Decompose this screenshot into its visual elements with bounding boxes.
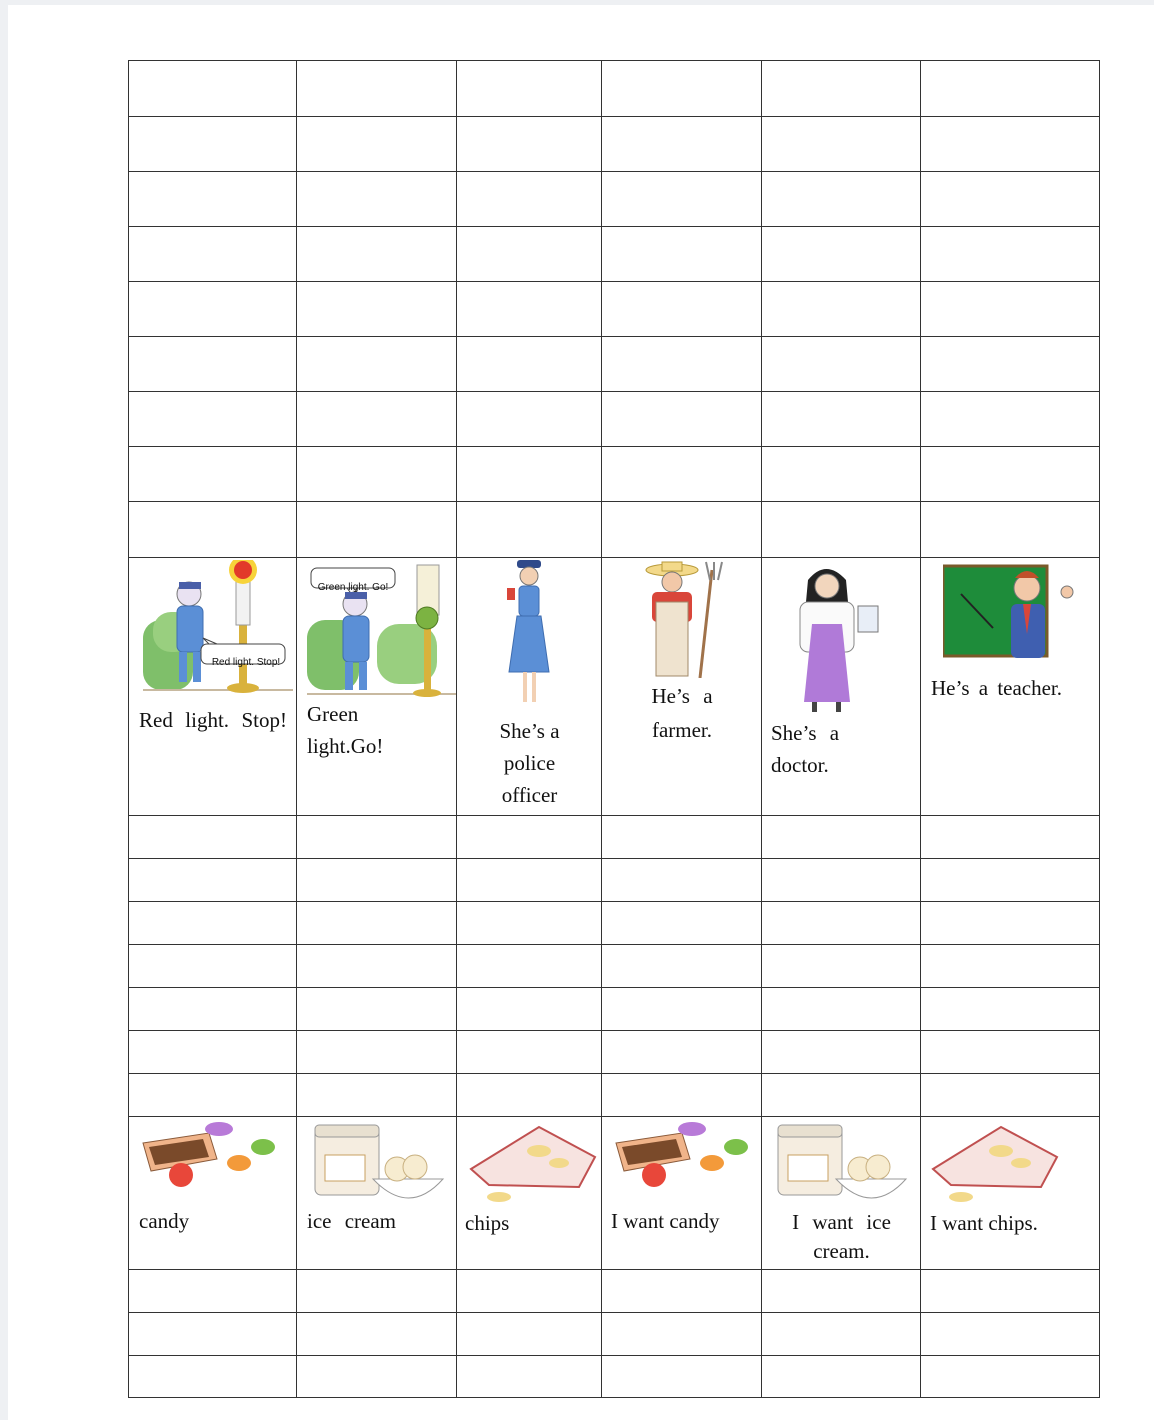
empty-cell[interactable] xyxy=(129,1270,297,1313)
empty-cell[interactable] xyxy=(602,1313,762,1356)
empty-cell[interactable] xyxy=(762,447,921,502)
chips-cell[interactable] xyxy=(457,1117,602,1270)
empty-cell[interactable] xyxy=(762,1313,921,1356)
empty-cell[interactable] xyxy=(297,1313,457,1356)
doctor-label-line-1: She’s a xyxy=(771,721,840,745)
empty-cell[interactable] xyxy=(457,1074,602,1117)
want-candy-label: I want candy xyxy=(611,1209,720,1233)
candy-label: candy xyxy=(139,1209,190,1233)
empty-cell[interactable] xyxy=(297,337,457,392)
want-chips-cell[interactable] xyxy=(921,1117,1100,1270)
teacher-illustration xyxy=(943,564,1087,670)
empty-cell[interactable] xyxy=(297,227,457,282)
farmer-illustration xyxy=(632,560,736,678)
empty-cell[interactable] xyxy=(602,859,762,902)
worksheet-grid xyxy=(128,60,1100,1398)
empty-cell[interactable] xyxy=(921,172,1100,227)
empty-cell[interactable] xyxy=(762,1356,921,1398)
empty-cell[interactable] xyxy=(129,117,297,172)
empty-cell[interactable] xyxy=(297,816,457,859)
empty-cell[interactable] xyxy=(129,1313,297,1356)
empty-cell[interactable] xyxy=(762,117,921,172)
empty-cell[interactable] xyxy=(602,282,762,337)
police-officer-illustration xyxy=(501,560,557,710)
empty-cell[interactable] xyxy=(921,337,1100,392)
worksheet xyxy=(128,60,1099,1395)
empty-row xyxy=(129,1074,1100,1117)
empty-cell[interactable] xyxy=(129,1074,297,1117)
empty-cell[interactable] xyxy=(762,945,921,988)
empty-cell[interactable] xyxy=(129,61,297,117)
doctor-cell[interactable] xyxy=(762,558,921,816)
empty-cell[interactable] xyxy=(457,282,602,337)
farmer-label-line-1: He’s a xyxy=(651,684,713,708)
empty-row xyxy=(129,1313,1100,1356)
red-light-cell[interactable] xyxy=(129,558,297,816)
candy-illustration xyxy=(139,1119,291,1189)
empty-cell[interactable] xyxy=(457,1313,602,1356)
teacher-cell[interactable] xyxy=(921,558,1100,816)
empty-cell[interactable] xyxy=(297,447,457,502)
empty-cell[interactable] xyxy=(602,1074,762,1117)
empty-cell[interactable] xyxy=(129,502,297,558)
empty-cell[interactable] xyxy=(457,945,602,988)
empty-cell[interactable] xyxy=(602,1031,762,1074)
empty-cell[interactable] xyxy=(457,172,602,227)
empty-cell[interactable] xyxy=(762,392,921,447)
empty-cell[interactable] xyxy=(297,1031,457,1074)
empty-row xyxy=(129,902,1100,945)
empty-cell[interactable] xyxy=(297,902,457,945)
green-light-speech-bubble: Green light. Go! xyxy=(317,582,389,593)
empty-row xyxy=(129,337,1100,392)
empty-cell[interactable] xyxy=(602,392,762,447)
empty-cell[interactable] xyxy=(457,1356,602,1398)
empty-cell[interactable] xyxy=(762,988,921,1031)
empty-cell[interactable] xyxy=(762,1270,921,1313)
empty-cell[interactable] xyxy=(129,945,297,988)
police-officer-label-line-1: She’s a xyxy=(499,719,560,743)
empty-cell[interactable] xyxy=(762,227,921,282)
red-light-speech-bubble: Red light. Stop! xyxy=(211,657,281,668)
food-picture-row xyxy=(129,1117,1100,1270)
police-officer-label-line-2: police xyxy=(503,751,556,775)
empty-cell[interactable] xyxy=(297,172,457,227)
empty-row xyxy=(129,1031,1100,1074)
empty-cell[interactable] xyxy=(921,1031,1100,1074)
empty-row xyxy=(129,61,1100,117)
police-officer-label-line-3: officer xyxy=(501,783,558,807)
green-light-label: Green light.Go! xyxy=(307,702,384,758)
empty-cell[interactable] xyxy=(602,117,762,172)
empty-cell[interactable] xyxy=(602,502,762,558)
empty-cell[interactable] xyxy=(129,227,297,282)
ice-cream-label: ice cream xyxy=(307,1209,397,1233)
farmer-cell[interactable] xyxy=(602,558,762,816)
red-light-label: Red light. Stop! xyxy=(139,708,287,732)
empty-cell[interactable] xyxy=(762,859,921,902)
empty-cell[interactable] xyxy=(297,392,457,447)
empty-cell[interactable] xyxy=(129,172,297,227)
empty-cell[interactable] xyxy=(921,902,1100,945)
empty-cell[interactable] xyxy=(297,859,457,902)
empty-cell[interactable] xyxy=(921,945,1100,988)
empty-cell[interactable] xyxy=(762,816,921,859)
empty-cell[interactable] xyxy=(762,1074,921,1117)
empty-cell[interactable] xyxy=(602,447,762,502)
empty-cell[interactable] xyxy=(129,988,297,1031)
empty-cell[interactable] xyxy=(921,859,1100,902)
ice-cream-illustration xyxy=(311,1121,451,1205)
jobs-picture-row xyxy=(129,558,1100,816)
empty-cell[interactable] xyxy=(921,1074,1100,1117)
want-chips-label: I want chips. xyxy=(930,1211,1038,1235)
empty-cell[interactable] xyxy=(129,902,297,945)
empty-row xyxy=(129,172,1100,227)
empty-cell[interactable] xyxy=(297,1356,457,1398)
empty-row xyxy=(129,392,1100,447)
empty-cell[interactable] xyxy=(129,1031,297,1074)
empty-cell[interactable] xyxy=(921,988,1100,1031)
empty-cell[interactable] xyxy=(457,117,602,172)
empty-cell[interactable] xyxy=(297,502,457,558)
empty-cell[interactable] xyxy=(762,61,921,117)
empty-cell[interactable] xyxy=(129,392,297,447)
empty-cell[interactable] xyxy=(457,816,602,859)
empty-cell[interactable] xyxy=(921,61,1100,117)
empty-row xyxy=(129,859,1100,902)
empty-cell[interactable] xyxy=(457,988,602,1031)
ice-cream-illustration-2 xyxy=(774,1121,914,1205)
empty-cell[interactable] xyxy=(602,61,762,117)
empty-cell[interactable] xyxy=(602,945,762,988)
want-ice-cream-cell[interactable] xyxy=(762,1117,921,1270)
empty-cell[interactable] xyxy=(921,282,1100,337)
empty-cell[interactable] xyxy=(457,61,602,117)
empty-cell[interactable] xyxy=(921,392,1100,447)
empty-cell[interactable] xyxy=(129,859,297,902)
empty-cell[interactable] xyxy=(921,816,1100,859)
teacher-label: He’s a teacher. xyxy=(931,676,1063,700)
empty-cell[interactable] xyxy=(602,1356,762,1398)
ice-cream-cell[interactable] xyxy=(297,1117,457,1270)
empty-cell[interactable] xyxy=(762,902,921,945)
police-officer-cell[interactable] xyxy=(457,558,602,816)
empty-cell[interactable] xyxy=(457,392,602,447)
empty-cell[interactable] xyxy=(921,1356,1100,1398)
candy-illustration-2 xyxy=(612,1119,762,1189)
empty-cell[interactable] xyxy=(457,1031,602,1074)
empty-cell[interactable] xyxy=(762,282,921,337)
empty-cell[interactable] xyxy=(297,61,457,117)
empty-cell[interactable] xyxy=(602,172,762,227)
empty-cell[interactable] xyxy=(129,1356,297,1398)
empty-row xyxy=(129,1270,1100,1313)
empty-row xyxy=(129,227,1100,282)
empty-cell[interactable] xyxy=(762,337,921,392)
empty-cell[interactable] xyxy=(921,1270,1100,1313)
empty-cell[interactable] xyxy=(457,447,602,502)
empty-cell[interactable] xyxy=(602,816,762,859)
chips-illustration xyxy=(469,1123,599,1207)
empty-row xyxy=(129,1356,1100,1398)
empty-cell[interactable] xyxy=(297,988,457,1031)
empty-row xyxy=(129,945,1100,988)
empty-row xyxy=(129,447,1100,502)
empty-cell[interactable] xyxy=(762,1031,921,1074)
empty-cell[interactable] xyxy=(129,816,297,859)
chips-illustration-2 xyxy=(931,1123,1061,1207)
empty-cell[interactable] xyxy=(457,227,602,282)
empty-row xyxy=(129,117,1100,172)
empty-cell[interactable] xyxy=(297,282,457,337)
empty-cell[interactable] xyxy=(457,337,602,392)
empty-cell[interactable] xyxy=(457,502,602,558)
empty-cell[interactable] xyxy=(297,117,457,172)
doctor-label-line-2: doctor. xyxy=(771,753,829,777)
candy-cell[interactable] xyxy=(129,1117,297,1270)
want-ice-cream-label-line-2: cream. xyxy=(813,1239,870,1263)
empty-cell[interactable] xyxy=(762,502,921,558)
empty-cell[interactable] xyxy=(129,282,297,337)
doctor-illustration xyxy=(778,562,888,714)
page-left-edge xyxy=(0,0,8,1420)
chips-label: chips xyxy=(465,1211,510,1235)
empty-cell[interactable] xyxy=(297,1270,457,1313)
empty-cell[interactable] xyxy=(762,172,921,227)
empty-cell[interactable] xyxy=(129,337,297,392)
empty-cell[interactable] xyxy=(602,337,762,392)
empty-cell[interactable] xyxy=(297,1074,457,1117)
want-candy-cell[interactable] xyxy=(602,1117,762,1270)
page-top-edge xyxy=(0,0,1154,5)
empty-cell[interactable] xyxy=(602,227,762,282)
empty-row xyxy=(129,282,1100,337)
empty-cell[interactable] xyxy=(457,859,602,902)
empty-cell[interactable] xyxy=(921,447,1100,502)
farmer-label-line-2: farmer. xyxy=(651,718,713,742)
empty-cell[interactable] xyxy=(602,902,762,945)
empty-cell[interactable] xyxy=(602,988,762,1031)
empty-row xyxy=(129,816,1100,859)
empty-cell[interactable] xyxy=(129,447,297,502)
empty-cell[interactable] xyxy=(297,945,457,988)
empty-cell[interactable] xyxy=(457,902,602,945)
empty-cell[interactable] xyxy=(921,117,1100,172)
empty-cell[interactable] xyxy=(921,227,1100,282)
empty-cell[interactable] xyxy=(921,1313,1100,1356)
empty-cell[interactable] xyxy=(602,1270,762,1313)
empty-row xyxy=(129,502,1100,558)
green-light-cell[interactable] xyxy=(297,558,457,816)
empty-row xyxy=(129,988,1100,1031)
empty-cell[interactable] xyxy=(921,502,1100,558)
empty-cell[interactable] xyxy=(457,1270,602,1313)
want-ice-cream-label-line-1: I want ice xyxy=(792,1210,891,1234)
